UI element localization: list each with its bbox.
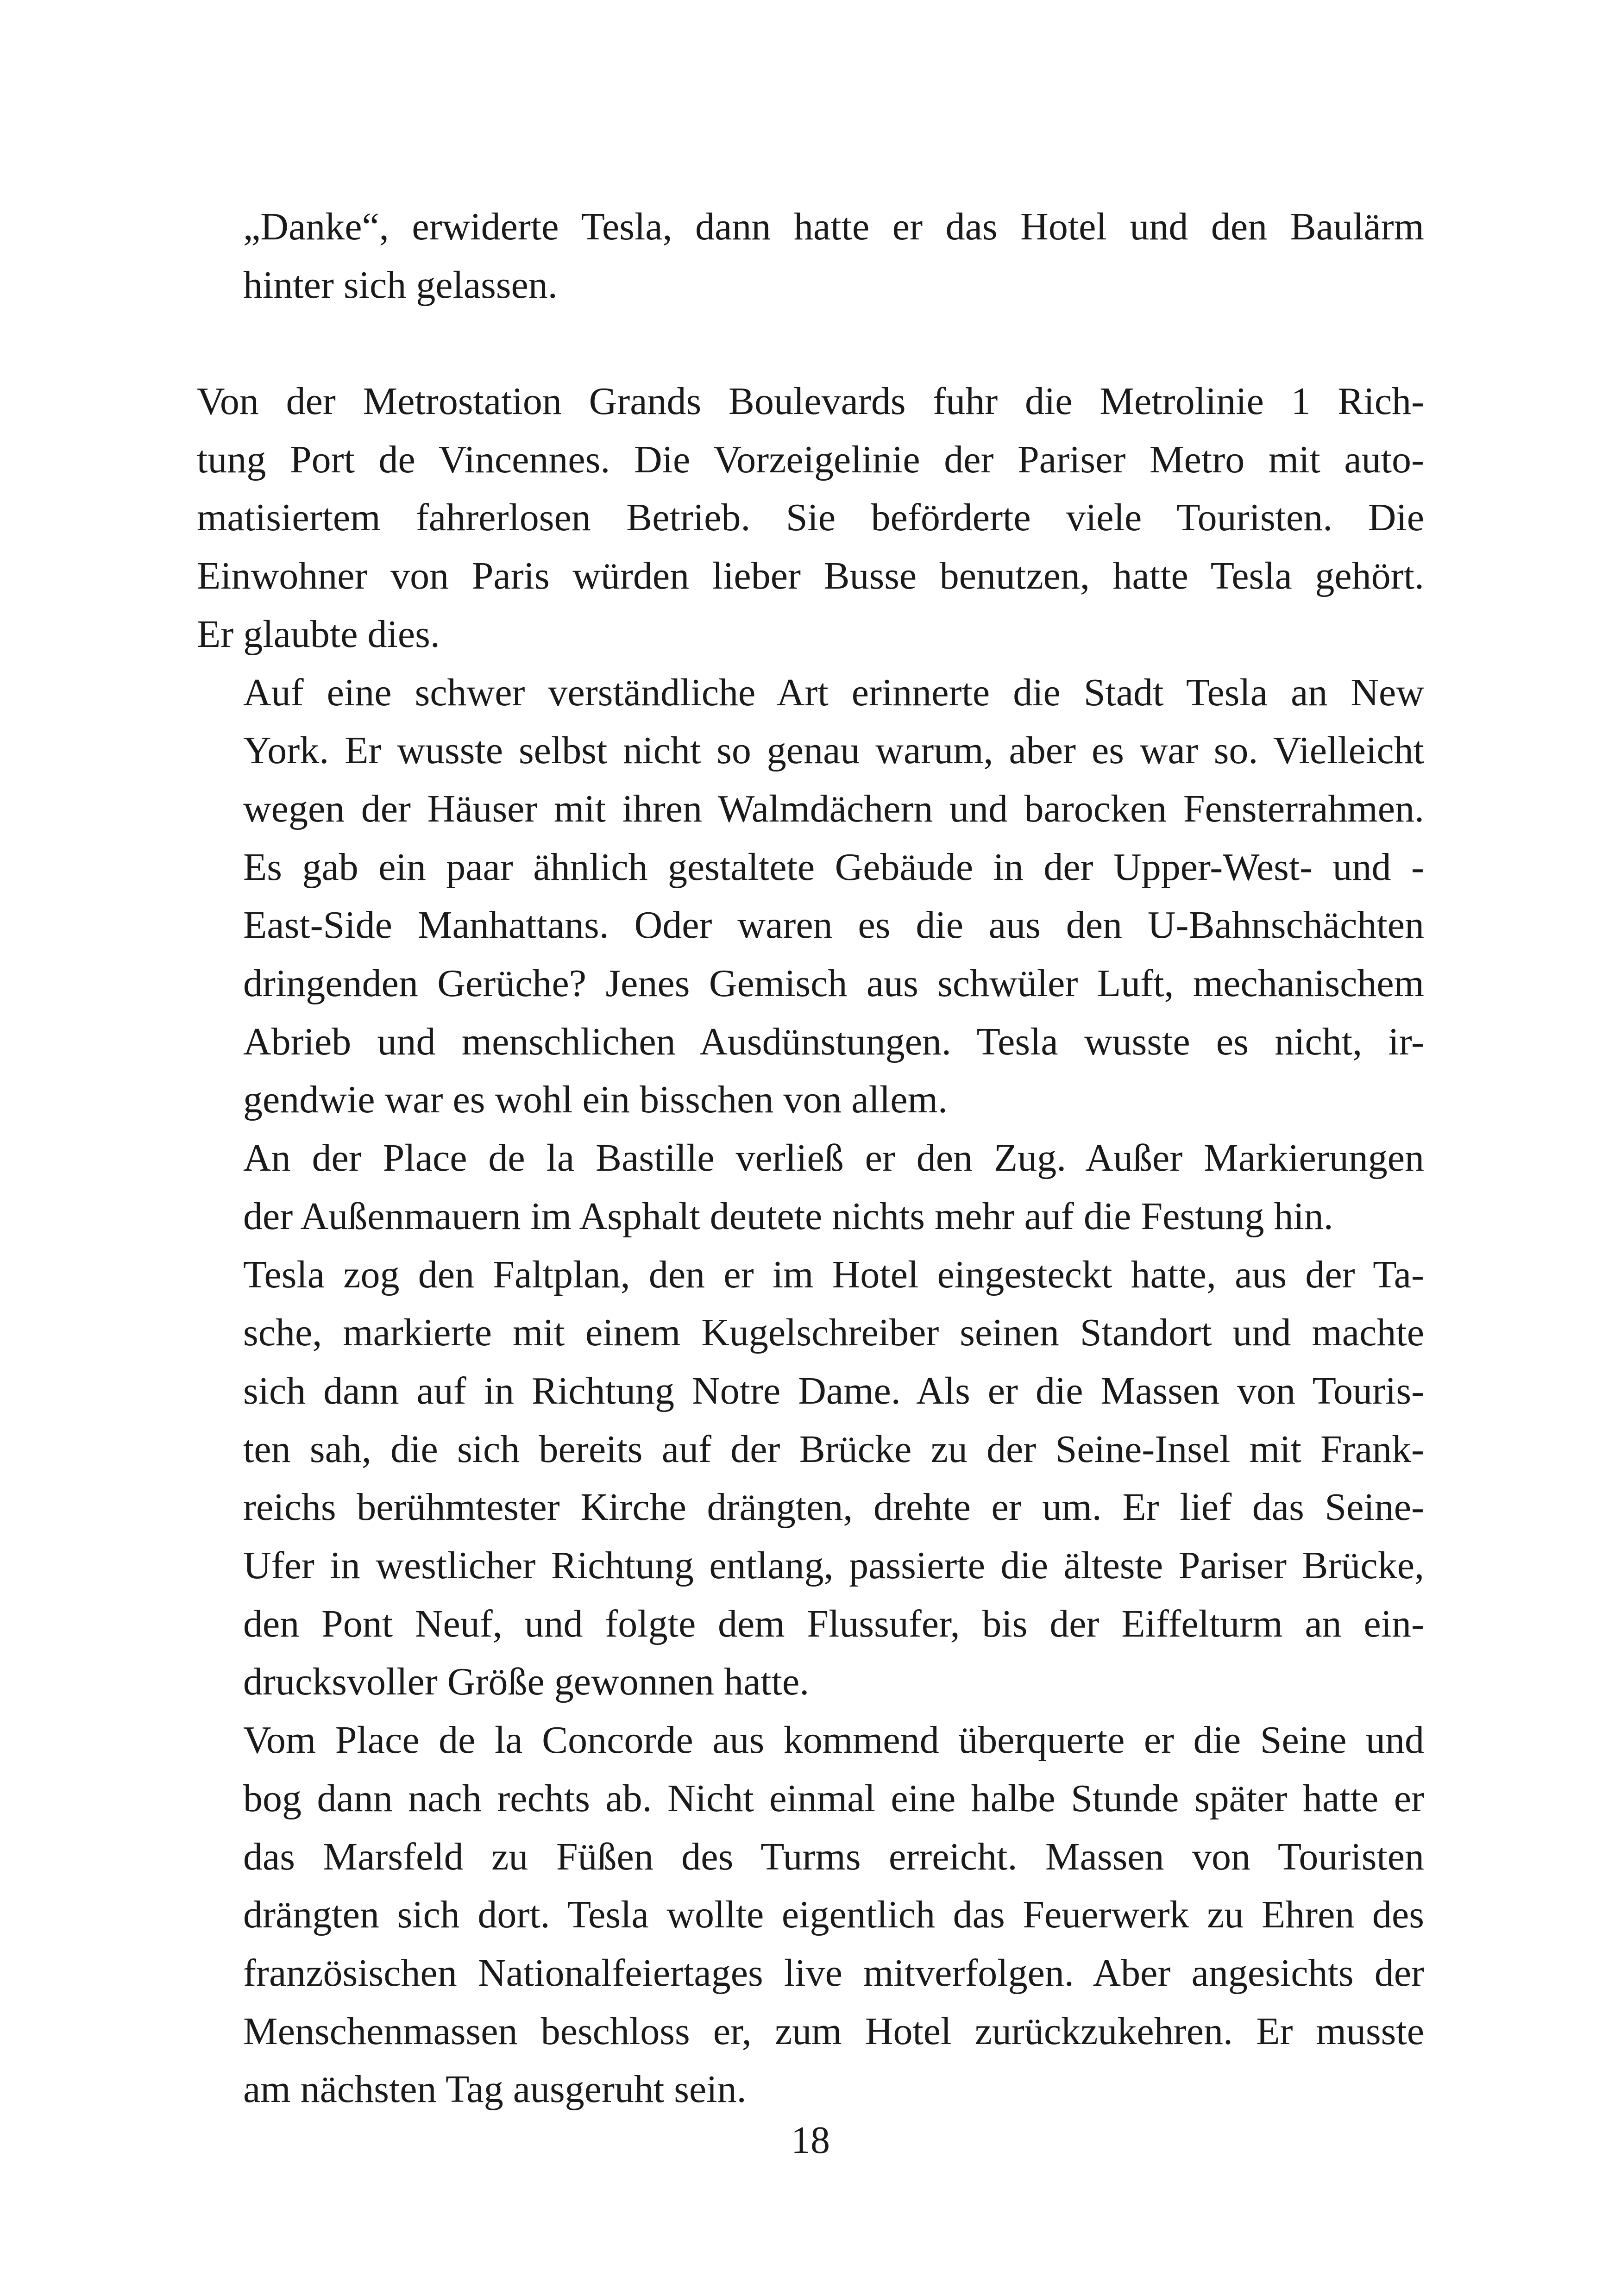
text-line: drucksvoller Größe gewonnen hatte. xyxy=(243,1660,810,1704)
text-line: das Marsfeld zu Füßen des Turms erreicht. Massen von Touristen xyxy=(243,1835,1424,1878)
text-line: Es gab ein paar ähnlich gestaltete Gebäude in der Upper-West- und - xyxy=(243,845,1424,889)
text-line: Tesla zog den Faltplan, den er im Hotel eingesteckt hatte, aus der Ta- xyxy=(243,1253,1424,1296)
text-line: bog dann nach rechts ab. Nicht einmal eine halbe Stunde später hatte er xyxy=(243,1776,1424,1820)
text-line: der Außenmauern im Asphalt deutete nichts mehr auf die Festung hin. xyxy=(243,1194,1333,1238)
paragraph-2 xyxy=(197,372,1424,664)
text-line: dringenden Gerüche? Jenes Gemisch aus schwüler Luft, mechanischem xyxy=(243,962,1424,1005)
text-line: Auf eine schwer verständliche Art erinnerte die Stadt Tesla an New xyxy=(243,671,1424,714)
text-line: Vom Place de la Concorde aus kommend überquerte er die Seine und xyxy=(243,1719,1424,1762)
text-line: sche, markierte mit einem Kugelschreiber seinen Standort und machte xyxy=(243,1311,1424,1355)
text-line: East-Side Manhattans. Oder waren es die aus den U-Bahnschächten xyxy=(243,903,1424,947)
paragraph-6 xyxy=(197,1711,1424,2119)
paragraph-4 xyxy=(197,1129,1424,1245)
text-line: reichs berühmtester Kirche drängten, drehte er um. Er lief das Seine- xyxy=(243,1486,1424,1529)
paragraph-5 xyxy=(197,1246,1424,1712)
text-block-main xyxy=(197,372,1424,2119)
text-line: gendwie war es wohl ein bisschen von allem. xyxy=(243,1078,948,1122)
text-line: französischen Nationalfeiertages live mitverfolgen. Aber angesichts der xyxy=(243,1951,1424,1995)
text-line: Abrieb und menschlichen Ausdünstungen. Tesla wusste es nicht, ir- xyxy=(243,1020,1424,1063)
text-line: Menschenmassen beschloss er, zum Hotel zurückzukehren. Er musste xyxy=(243,2009,1424,2053)
text-line: York. Er wusste selbst nicht so genau warum, aber es war so. Vielleicht xyxy=(243,729,1424,772)
text-line: sich dann auf in Richtung Notre Dame. Als er die Massen von Touris- xyxy=(243,1369,1424,1412)
text-line: Er glaubte dies. xyxy=(197,612,440,656)
paragraph-3 xyxy=(197,664,1424,1129)
text-line: An der Place de la Bastille verließ er den Zug. Außer Markierungen xyxy=(243,1136,1424,1180)
text-line: Von der Metrostation Grands Boulevards fuhr die Metrolinie 1 Rich- xyxy=(197,380,1424,423)
text-line: den Pont Neuf, und folgte dem Flussufer, bis der Eiffelturm an ein- xyxy=(243,1602,1424,1645)
text-line: Einwohner von Paris würden lieber Busse benutzen, hatte Tesla gehört. xyxy=(197,554,1424,598)
text-line: ten sah, die sich bereits auf der Brücke zu der Seine-Insel mit Frank- xyxy=(243,1427,1424,1471)
text-line: hinter sich gelassen. xyxy=(243,263,558,307)
page-number: 18 xyxy=(791,2119,830,2162)
text-line: drängten sich dort. Tesla wollte eigentlich das Feuerwerk zu Ehren des xyxy=(243,1893,1424,1937)
text-line: am nächsten Tag ausgeruht sein. xyxy=(243,2068,747,2111)
text-line: matisiertem fahrerlosen Betrieb. Sie beförderte viele Touristen. Die xyxy=(197,496,1424,539)
text-block-top xyxy=(197,198,1424,314)
text-line: „Danke“, erwiderte Tesla, dann hatte er das Hotel und den Baulärm xyxy=(243,205,1424,248)
text-line: wegen der Häuser mit ihren Walmdächern und barocken Fensterrahmen. xyxy=(243,787,1424,830)
paragraph-1 xyxy=(197,198,1424,314)
text-line: Ufer in westlicher Richtung entlang, passierte die älteste Pariser Brücke, xyxy=(243,1544,1424,1587)
text-line: tung Port de Vincennes. Die Vorzeigelinie der Pariser Metro mit auto- xyxy=(197,438,1424,481)
